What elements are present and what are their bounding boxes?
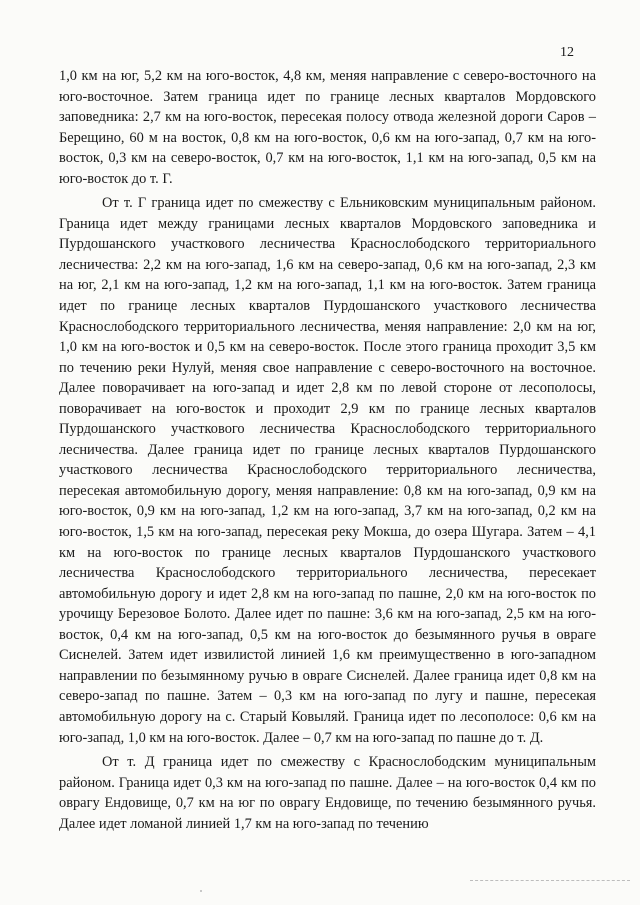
paragraph-3: От т. Д граница идет по смежеству с Краснослободским муниципальным районом. Граница идет 0,3 км на юго-запад по пашне. Далее – на юго-восток 0,4 км по оврагу Ендовище, 0,7 км на юг по оврагу Ендовище, по течению безымянного ручья. Далее идет ломаной линией 1,7 км на юго-запад по течению bbox=[59, 754, 596, 832]
paragraph-2: От т. Г граница идет по смежеству с Ельниковским муниципальным районом. Граница идет между границами лесных кварталов Мордовского заповедника и Пурдошанского участкового лесничества Краснослободского территориального лесничества: 2,2 км на юго-запад, 1,6 км на северо-запад, 0,6 км на юго-запад, 2,3 км на юг, 2,1 км на юго-запад, 1,2 км на юго-запад, 1,1 км на юго-восток. Затем граница идет по границе лесных кварталов Пурдошанского участкового лесничества Краснослободского территориального лесничества, меняя направление: 2,0 км на юг, 1,0 км на юго-восток и 0,5 км на северо-восток. После этого граница проходит 3,5 км по течению реки Нулуй, меняя свое направление с северо-восточного на восточное. Далее поворачивает на юго-запад и идет 2,8 км по левой стороне от лесополосы, поворачивает на юго-восток и проходит 2,9 км по границе лесных кварталов Пурдошанского участкового лесничества Краснослободского территориального лесничества. Далее граница идет по границе лесных кварталов Пурдошанского участкового лесничества Краснослободского территориального лесничества, пересекая автомобильную дорогу, меняя направление: 0,8 км на юго-запад, 0,9 км на юго-восток, 0,9 км на юго-запад, 1,2 км на юго-запад, 3,7 км на юго-запад, 0,2 км на юго-восток, 1,5 км на юго-запад, пересекая реку Мокша, до озера Шугара. Затем – 4,1 км на юго-восток по границе лесных кварталов Пурдошанского участкового лесничества Краснослободского территориального лесничества, пересекает автомобильную дорогу и идет 2,8 км на юго-запад по пашне, 2,0 км на юго-восток по урочищу Березовое Болото. Далее идет по пашне: 3,6 км на юго-запад, 2,5 км на юго-восток, 0,4 км на юго-запад, 0,5 км на юго-восток до безымянного ручья в овраге Сиснелей. Затем идет извилистой линией 1,6 км преимущественно в юго-западном направлении по безымянному ручью в овраге Сиснелей. Далее граница идет 0,8 км на северо-запад по пашне. Затем – 0,3 км на юго-запад по лугу и пашне, пересекая автомобильную дорогу на с. Старый Ковыляй. Граница идет по лесополосе: 0,6 км на юго-запад, 1,0 км на юго-восток. Далее – 0,7 км на юго-запад по пашне до т. Д. bbox=[59, 195, 596, 746]
scan-artifact-dot bbox=[200, 890, 202, 892]
document-body bbox=[59, 66, 596, 834]
paragraph-1: 1,0 км на юг, 5,2 км на юго-восток, 4,8 км, меняя направление с северо-восточного на юго-восточное. Затем граница идет по границе лесных кварталов Мордовского заповедника: 2,7 км на юго-восток, пересекая полосу отвода железной дороги Саров – Берещино, 60 м на восток, 0,8 км на юго-восток, 0,6 км на юго-запад, 0,7 км на юго-восток, 0,3 км на северо-восток, 0,7 км на юго-восток, 1,1 км на юго-запад, 0,5 км на юго-восток до т. Г. bbox=[59, 68, 596, 187]
page-number: 12 bbox=[560, 45, 574, 60]
scan-artifact-line bbox=[470, 880, 630, 882]
